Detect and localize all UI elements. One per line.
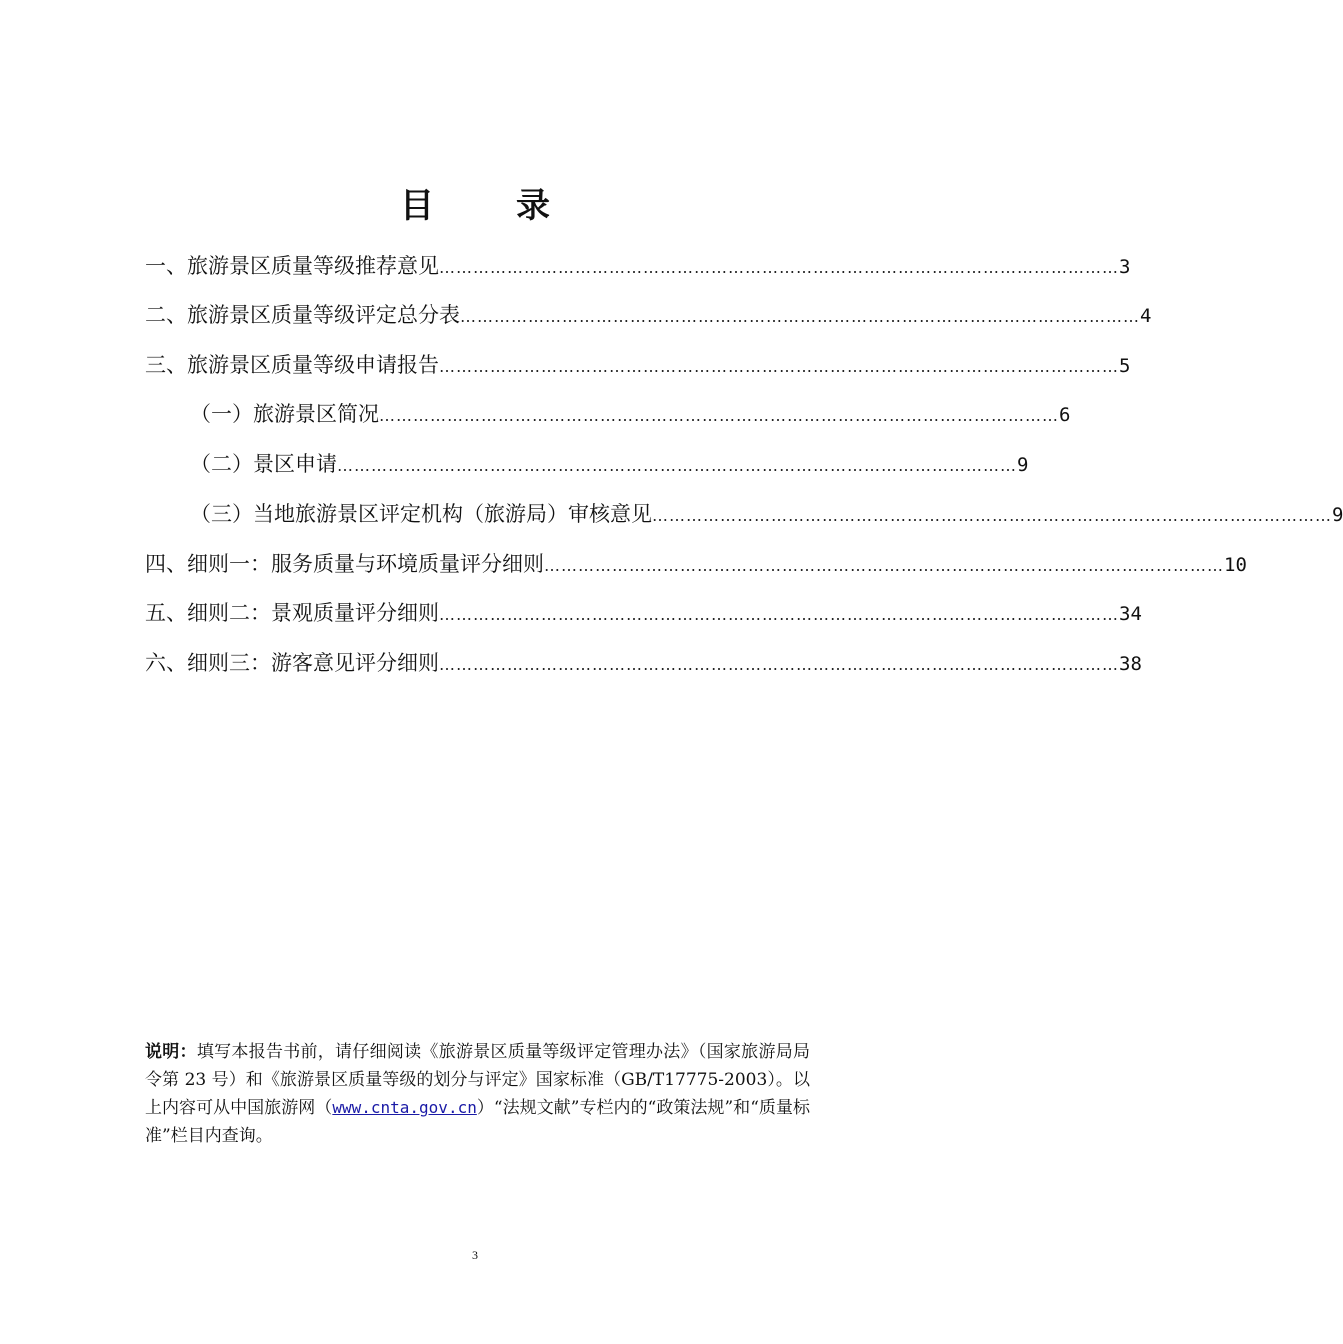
toc-leader-dots: …………………………………………………………………………………………………………	[652, 506, 1332, 525]
toc-entry-page: 6	[1059, 404, 1071, 426]
toc-entry-page: 38	[1119, 653, 1142, 675]
toc-entry-page: 10	[1224, 554, 1247, 576]
toc-leader-dots: …………………………………………………………………………………………………………	[544, 556, 1224, 575]
toc-entry[interactable]	[145, 351, 1131, 381]
toc-entry-label: 二、旅游景区质量等级评定总分表	[145, 303, 460, 327]
instructions-note	[145, 1038, 810, 1150]
toc-entry-label: 四、细则一：服务质量与环境质量评分细则	[145, 552, 544, 576]
toc-entry-label: 五、细则二：景观质量评分细则	[145, 601, 439, 625]
toc-entry-page: 9	[1332, 504, 1343, 526]
toc-leader-dots: …………………………………………………………………………………………………………	[337, 456, 1017, 475]
page-title	[0, 178, 950, 227]
toc-leader-dots: …………………………………………………………………………………………………………	[379, 406, 1059, 425]
toc-entry[interactable]	[190, 500, 1343, 530]
toc-entry-label: 三、旅游景区质量等级申请报告	[145, 353, 439, 377]
toc-leader-dots: …………………………………………………………………………………………………………	[439, 357, 1119, 376]
toc-entry-label: （一）旅游景区简况	[190, 402, 379, 426]
toc-leader-dots: …………………………………………………………………………………………………………	[439, 655, 1119, 674]
toc-leader-dots: …………………………………………………………………………………………………………	[439, 258, 1119, 277]
toc-entry-label: 一、旅游景区质量等级推荐意见	[145, 254, 439, 278]
toc-entry-page: 34	[1119, 603, 1142, 625]
note-text-part1: 填写本报告书前，请仔细阅读《旅游景区质量等级评定管理办法》（国家旅游局局令第 23 号）和《旅游景区质量等级的划分与评定》国家标准（GB/T17775-2003）。以上内容可从中国旅游网（	[145, 1042, 811, 1118]
page-number-footer: 3	[472, 1248, 478, 1262]
toc-entry[interactable]	[145, 599, 1142, 629]
toc-entry[interactable]	[190, 450, 1029, 480]
toc-entry[interactable]	[145, 252, 1131, 282]
toc-entry[interactable]	[145, 649, 1142, 679]
toc-entry-label: 六、细则三：游客意见评分细则	[145, 651, 439, 675]
toc-entry-page: 3	[1119, 256, 1131, 278]
toc-entry-page: 4	[1140, 305, 1152, 327]
note-text-part2: ）“法规文献”专栏内的“政策法规”和“质量标准”栏目内查询。	[145, 1098, 810, 1146]
toc-entry[interactable]	[145, 301, 1152, 331]
title-char-left: 目	[400, 186, 434, 226]
toc-entry[interactable]	[145, 550, 1247, 580]
toc-entry-page: 9	[1017, 454, 1029, 476]
toc-leader-dots: …………………………………………………………………………………………………………	[460, 307, 1140, 326]
note-heading: 说明：	[145, 1042, 197, 1062]
toc-entry-label: （三）当地旅游景区评定机构（旅游局）审核意见	[190, 502, 652, 526]
cnta-website-link[interactable]: www.cnta.gov.cn	[332, 1098, 477, 1117]
title-char-right: 录	[516, 186, 550, 226]
toc-entry[interactable]	[190, 400, 1071, 430]
toc-entry-label: （二）景区申请	[190, 452, 337, 476]
toc-entry-page: 5	[1119, 355, 1131, 377]
toc-leader-dots: …………………………………………………………………………………………………………	[439, 605, 1119, 624]
